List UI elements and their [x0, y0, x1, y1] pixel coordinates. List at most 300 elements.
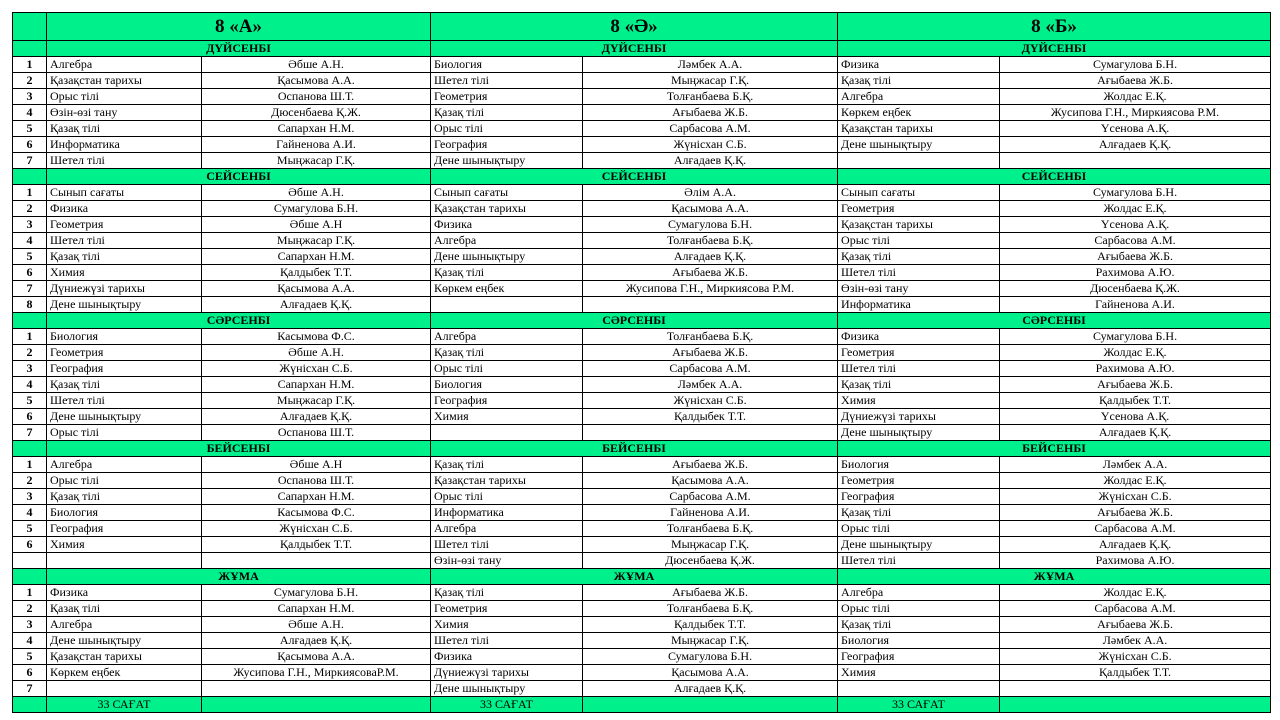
subject-cell: Физика — [47, 201, 202, 217]
lesson-number: 6 — [13, 137, 47, 153]
teacher-cell: Сапархан Н.М. — [202, 377, 431, 393]
teacher-cell: Әбше А.Н. — [202, 345, 431, 361]
subject-cell: Дүниежүзі тарихы — [431, 665, 583, 681]
teacher-cell: Сапархан Н.М. — [202, 121, 431, 137]
subject-cell: Дене шынықтыру — [838, 425, 1000, 441]
lesson-row — [13, 297, 1271, 313]
lesson-number: 3 — [13, 89, 47, 105]
subject-cell: Дүниежүзі тарихы — [838, 409, 1000, 425]
teacher-cell — [583, 297, 838, 313]
teacher-cell: Сарбасова А.М. — [583, 121, 838, 137]
subject-cell: Қазақ тілі — [431, 105, 583, 121]
day-header-corner — [13, 313, 47, 329]
teacher-cell: Ләмбек А.А. — [1000, 457, 1271, 473]
subject-cell: Биология — [431, 377, 583, 393]
subject-cell: Көркем еңбек — [838, 105, 1000, 121]
subject-cell: Алгебра — [431, 329, 583, 345]
teacher-cell: Ләмбек А.А. — [583, 377, 838, 393]
teacher-cell: Толғанбаева Б.Қ. — [583, 521, 838, 537]
teacher-cell: Алғадаев Қ.Қ. — [1000, 137, 1271, 153]
teacher-cell: Жолдас Е.Қ. — [1000, 89, 1271, 105]
teacher-cell: Мыңжасар Г.Қ. — [202, 393, 431, 409]
subject-cell: Информатика — [838, 297, 1000, 313]
subject-cell: Информатика — [47, 137, 202, 153]
total-blank — [202, 697, 431, 713]
subject-cell: Геометрия — [838, 345, 1000, 361]
day-header-corner — [13, 169, 47, 185]
lesson-number: 8 — [13, 297, 47, 313]
teacher-cell: Алғадаев Қ.Қ. — [583, 249, 838, 265]
teacher-cell: Рахимова А.Ю. — [1000, 265, 1271, 281]
teacher-cell: Сумагулова Б.Н. — [583, 649, 838, 665]
subject-cell: Шетел тілі — [431, 73, 583, 89]
subject-cell: Қазақстан тарихы — [838, 121, 1000, 137]
lesson-number: 1 — [13, 185, 47, 201]
lesson-number: 7 — [13, 281, 47, 297]
subject-cell: Қазақстан тарихы — [47, 649, 202, 665]
subject-cell: Химия — [838, 393, 1000, 409]
lesson-number: 1 — [13, 457, 47, 473]
subject-cell: Қазақ тілі — [431, 345, 583, 361]
teacher-cell: Сумагулова Б.Н. — [202, 585, 431, 601]
subject-cell: Қазақ тілі — [838, 249, 1000, 265]
teacher-cell: Қалдыбек Т.Т. — [583, 409, 838, 425]
lesson-row — [13, 345, 1271, 361]
teacher-cell: Қасымова А.А. — [202, 649, 431, 665]
teacher-cell: Сарбасова А.М. — [1000, 521, 1271, 537]
lesson-number: 4 — [13, 105, 47, 121]
subject-cell: Алгебра — [431, 521, 583, 537]
teacher-cell: Сумагулова Б.Н. — [202, 201, 431, 217]
subject-cell: География — [47, 361, 202, 377]
teacher-cell: Мыңжасар Г.Қ. — [583, 633, 838, 649]
teacher-cell: Сапархан Н.М. — [202, 601, 431, 617]
teacher-cell: Дюсенбаева Қ.Ж. — [202, 105, 431, 121]
teacher-cell: Қалдыбек Т.Т. — [202, 265, 431, 281]
subject-cell: Физика — [47, 585, 202, 601]
subject-cell: Алгебра — [47, 617, 202, 633]
teacher-cell: Жүнісхан С.Б. — [583, 393, 838, 409]
lesson-number: 3 — [13, 617, 47, 633]
teacher-cell: Сумагулова Б.Н. — [1000, 329, 1271, 345]
subject-cell: География — [431, 137, 583, 153]
lesson-row — [13, 425, 1271, 441]
teacher-cell — [583, 425, 838, 441]
lesson-row — [13, 521, 1271, 537]
teacher-cell: Қасымова А.А. — [583, 201, 838, 217]
lesson-row — [13, 681, 1271, 697]
lesson-row — [13, 217, 1271, 233]
lesson-number: 5 — [13, 249, 47, 265]
lesson-row — [13, 473, 1271, 489]
lesson-number: 7 — [13, 153, 47, 169]
subject-cell: Қазақ тілі — [431, 457, 583, 473]
total-hours: 33 САҒАТ — [47, 697, 202, 713]
subject-cell: Геометрия — [838, 201, 1000, 217]
subject-cell: Қазақ тілі — [838, 73, 1000, 89]
subject-cell: Геометрия — [47, 345, 202, 361]
teacher-cell: Сарбасова А.М. — [1000, 233, 1271, 249]
class-header-row — [13, 13, 1271, 41]
subject-cell: Өзін-өзі тану — [47, 105, 202, 121]
lesson-number: 7 — [13, 425, 47, 441]
subject-cell: Геометрия — [431, 89, 583, 105]
lesson-number: 4 — [13, 377, 47, 393]
subject-cell: География — [838, 649, 1000, 665]
teacher-cell: Жолдас Е.Қ. — [1000, 473, 1271, 489]
teacher-cell: Оспанова Ш.Т. — [202, 89, 431, 105]
subject-cell: Шетел тілі — [47, 233, 202, 249]
subject-cell: Химия — [431, 617, 583, 633]
teacher-cell: Қасымова А.А. — [583, 473, 838, 489]
teacher-cell: Қалдыбек Т.Т. — [1000, 665, 1271, 681]
lesson-row — [13, 249, 1271, 265]
subject-cell: Қазақ тілі — [431, 265, 583, 281]
teacher-cell: Касымова Ф.С. — [202, 329, 431, 345]
teacher-cell: Ләмбек А.А. — [583, 57, 838, 73]
teacher-cell: Мыңжасар Г.Қ. — [202, 153, 431, 169]
day-header-corner — [13, 569, 47, 585]
teacher-cell: Рахимова А.Ю. — [1000, 361, 1271, 377]
subject-cell: Орыс тілі — [431, 361, 583, 377]
lesson-row — [13, 393, 1271, 409]
subject-cell: Қазақ тілі — [47, 489, 202, 505]
class-title: 8 «Б» — [838, 13, 1271, 41]
lesson-row — [13, 121, 1271, 137]
subject-cell: Орыс тілі — [838, 233, 1000, 249]
total-corner — [13, 697, 47, 713]
lesson-row — [13, 281, 1271, 297]
lesson-row — [13, 89, 1271, 105]
teacher-cell: Толғанбаева Б.Қ. — [583, 233, 838, 249]
day-header-row — [13, 441, 1271, 457]
subject-cell: Геометрия — [431, 601, 583, 617]
teacher-cell: Үсенова А.Қ. — [1000, 121, 1271, 137]
day-name: ЖҰМА — [838, 569, 1271, 585]
teacher-cell: Жолдас Е.Қ. — [1000, 585, 1271, 601]
day-header-row — [13, 41, 1271, 57]
teacher-cell: Әбше А.Н — [202, 457, 431, 473]
teacher-cell: Қасымова А.А. — [583, 665, 838, 681]
day-name: СЕЙСЕНБІ — [47, 169, 431, 185]
day-name: СӘРСЕНБІ — [47, 313, 431, 329]
teacher-cell: Ағыбаева Ж.Б. — [583, 585, 838, 601]
subject-cell: Дене шынықтыру — [838, 137, 1000, 153]
lesson-number: 5 — [13, 393, 47, 409]
class-title: 8 «А» — [47, 13, 431, 41]
teacher-cell: Рахимова А.Ю. — [1000, 553, 1271, 569]
total-hours: 33 САҒАТ — [838, 697, 1000, 713]
subject-cell: Химия — [838, 665, 1000, 681]
lesson-row — [13, 601, 1271, 617]
teacher-cell: Жолдас Е.Қ. — [1000, 201, 1271, 217]
teacher-cell: Ағыбаева Ж.Б. — [583, 105, 838, 121]
subject-cell: Биология — [431, 57, 583, 73]
lesson-row — [13, 585, 1271, 601]
subject-cell: Сынып сағаты — [838, 185, 1000, 201]
lesson-row — [13, 409, 1271, 425]
lesson-number: 6 — [13, 665, 47, 681]
class-title: 8 «Ә» — [431, 13, 838, 41]
subject-cell: Орыс тілі — [838, 601, 1000, 617]
subject-cell: Орыс тілі — [47, 425, 202, 441]
subject-cell: Көркем еңбек — [431, 281, 583, 297]
schedule-sheet — [12, 12, 1270, 713]
teacher-cell: Гайненова А.И. — [583, 505, 838, 521]
subject-cell: Қазақ тілі — [431, 585, 583, 601]
subject-cell: Қазақ тілі — [47, 601, 202, 617]
subject-cell: Қазақ тілі — [47, 249, 202, 265]
teacher-cell: Мыңжасар Г.Қ. — [583, 73, 838, 89]
teacher-cell: Гайненова А.И. — [202, 137, 431, 153]
day-header-row — [13, 313, 1271, 329]
day-name: БЕЙСЕНБІ — [431, 441, 838, 457]
subject-cell: География — [431, 393, 583, 409]
teacher-cell: Толғанбаева Б.Қ. — [583, 601, 838, 617]
teacher-cell: Толғанбаева Б.Қ. — [583, 329, 838, 345]
lesson-row — [13, 185, 1271, 201]
subject-cell: Шетел тілі — [838, 553, 1000, 569]
teacher-cell: Әбше А.Н. — [202, 185, 431, 201]
teacher-cell: Алғадаев Қ.Қ. — [1000, 537, 1271, 553]
teacher-cell: Ағыбаева Ж.Б. — [1000, 617, 1271, 633]
teacher-cell: Сарбасова А.М. — [583, 361, 838, 377]
lesson-row — [13, 265, 1271, 281]
day-name: БЕЙСЕНБІ — [838, 441, 1271, 457]
subject-cell: Дене шынықтыру — [431, 153, 583, 169]
day-name: ЖҰМА — [431, 569, 838, 585]
lesson-number: 2 — [13, 73, 47, 89]
teacher-cell: Жүнісхан С.Б. — [202, 361, 431, 377]
subject-cell: Химия — [47, 265, 202, 281]
teacher-cell: Алғадаев Қ.Қ. — [202, 297, 431, 313]
lesson-number — [13, 553, 47, 569]
lesson-number: 6 — [13, 409, 47, 425]
lesson-row — [13, 73, 1271, 89]
teacher-cell: Сумагулова Б.Н. — [583, 217, 838, 233]
teacher-cell: Алғадаев Қ.Қ. — [583, 153, 838, 169]
day-name: СӘРСЕНБІ — [838, 313, 1271, 329]
subject-cell: Қазақ тілі — [47, 377, 202, 393]
lesson-row — [13, 665, 1271, 681]
subject-cell: География — [838, 489, 1000, 505]
lesson-number: 2 — [13, 473, 47, 489]
day-name: ЖҰМА — [47, 569, 431, 585]
subject-cell: Биология — [47, 505, 202, 521]
teacher-cell: Ләмбек А.А. — [1000, 633, 1271, 649]
teacher-cell: Қасымова А.А. — [202, 281, 431, 297]
subject-cell: Биология — [838, 633, 1000, 649]
teacher-cell: Әлім А.А. — [583, 185, 838, 201]
subject-cell — [431, 425, 583, 441]
teacher-cell: Жусипова Г.Н., Миркиясова Р.М. — [1000, 105, 1271, 121]
subject-cell: Химия — [431, 409, 583, 425]
teacher-cell: Ағыбаева Ж.Б. — [583, 457, 838, 473]
subject-cell: География — [47, 521, 202, 537]
teacher-cell: Қасымова А.А. — [202, 73, 431, 89]
subject-cell: Сынып сағаты — [431, 185, 583, 201]
teacher-cell: Сумагулова Б.Н. — [1000, 57, 1271, 73]
lesson-row — [13, 233, 1271, 249]
lesson-row — [13, 201, 1271, 217]
teacher-cell: Ағыбаева Ж.Б. — [583, 265, 838, 281]
subject-cell: Алгебра — [431, 233, 583, 249]
teacher-cell: Қалдыбек Т.Т. — [1000, 393, 1271, 409]
teacher-cell: Алғадаев Қ.Қ. — [583, 681, 838, 697]
lesson-number: 5 — [13, 521, 47, 537]
total-blank — [1000, 697, 1271, 713]
subject-cell: Қазақ тілі — [47, 121, 202, 137]
lesson-row — [13, 537, 1271, 553]
lesson-row — [13, 137, 1271, 153]
teacher-cell: Ағыбаева Ж.Б. — [1000, 249, 1271, 265]
teacher-cell: Сапархан Н.М. — [202, 249, 431, 265]
subject-cell: Физика — [838, 57, 1000, 73]
teacher-cell: Сапархан Н.М. — [202, 489, 431, 505]
teacher-cell: Касымова Ф.С. — [202, 505, 431, 521]
subject-cell: Орыс тілі — [47, 89, 202, 105]
total-blank — [583, 697, 838, 713]
subject-cell: Информатика — [431, 505, 583, 521]
teacher-cell: Жолдас Е.Қ. — [1000, 345, 1271, 361]
lesson-number: 5 — [13, 649, 47, 665]
teacher-cell — [202, 681, 431, 697]
lesson-row — [13, 329, 1271, 345]
lesson-number: 4 — [13, 505, 47, 521]
subject-cell: Өзін-өзі тану — [838, 281, 1000, 297]
day-name: ДҮЙСЕНБІ — [838, 41, 1271, 57]
day-header-corner — [13, 41, 47, 57]
subject-cell: Физика — [431, 649, 583, 665]
subject-cell: Көркем еңбек — [47, 665, 202, 681]
subject-cell: Орыс тілі — [431, 489, 583, 505]
lesson-number: 3 — [13, 217, 47, 233]
day-header-row — [13, 169, 1271, 185]
teacher-cell: Алғадаев Қ.Қ. — [202, 409, 431, 425]
subject-cell: Қазақ тілі — [838, 617, 1000, 633]
lesson-number: 1 — [13, 329, 47, 345]
lesson-row — [13, 553, 1271, 569]
subject-cell: Биология — [47, 329, 202, 345]
day-header-corner — [13, 441, 47, 457]
teacher-cell: Ағыбаева Ж.Б. — [583, 345, 838, 361]
subject-cell: Орыс тілі — [431, 121, 583, 137]
lesson-number: 4 — [13, 633, 47, 649]
day-name: БЕЙСЕНБІ — [47, 441, 431, 457]
lesson-row — [13, 377, 1271, 393]
lesson-row — [13, 361, 1271, 377]
lesson-row — [13, 57, 1271, 73]
lesson-row — [13, 153, 1271, 169]
teacher-cell: Алғадаев Қ.Қ. — [202, 633, 431, 649]
teacher-cell: Мыңжасар Г.Қ. — [583, 537, 838, 553]
teacher-cell: Дюсенбаева Қ.Ж. — [583, 553, 838, 569]
lesson-row — [13, 489, 1271, 505]
teacher-cell: Сумагулова Б.Н. — [1000, 185, 1271, 201]
day-name: СЕЙСЕНБІ — [431, 169, 838, 185]
day-name: ДҮЙСЕНБІ — [431, 41, 838, 57]
subject-cell: Шетел тілі — [47, 393, 202, 409]
lesson-row — [13, 633, 1271, 649]
subject-cell: Алгебра — [47, 457, 202, 473]
subject-cell: Сынып сағаты — [47, 185, 202, 201]
subject-cell — [47, 681, 202, 697]
teacher-cell: Толғанбаева Б.Қ. — [583, 89, 838, 105]
lesson-row — [13, 617, 1271, 633]
subject-cell: Химия — [47, 537, 202, 553]
subject-cell: Шетел тілі — [47, 153, 202, 169]
subject-cell: Физика — [431, 217, 583, 233]
day-header-row — [13, 569, 1271, 585]
teacher-cell: Оспанова Ш.Т. — [202, 473, 431, 489]
subject-cell: Қазақстан тарихы — [431, 473, 583, 489]
lesson-number: 2 — [13, 201, 47, 217]
subject-cell: Шетел тілі — [431, 537, 583, 553]
subject-cell — [47, 553, 202, 569]
subject-cell: Өзін-өзі тану — [431, 553, 583, 569]
subject-cell: Дүниежүзі тарихы — [47, 281, 202, 297]
subject-cell: Дене шынықтыру — [431, 249, 583, 265]
teacher-cell — [202, 553, 431, 569]
teacher-cell: Жусипова Г.Н., Миркиясова Р.М. — [583, 281, 838, 297]
total-hours-row — [13, 697, 1271, 713]
teacher-cell: Ағыбаева Ж.Б. — [1000, 377, 1271, 393]
timetable-body — [13, 13, 1271, 713]
teacher-cell — [1000, 153, 1271, 169]
teacher-cell: Үсенова А.Қ. — [1000, 409, 1271, 425]
teacher-cell: Дюсенбаева Қ.Ж. — [1000, 281, 1271, 297]
subject-cell: Қазақстан тарихы — [838, 217, 1000, 233]
teacher-cell: Ағыбаева Ж.Б. — [1000, 73, 1271, 89]
teacher-cell: Әбше А.Н. — [202, 617, 431, 633]
teacher-cell: Гайненова А.И. — [1000, 297, 1271, 313]
subject-cell: Шетел тілі — [838, 265, 1000, 281]
lesson-number: 4 — [13, 233, 47, 249]
subject-cell: Орыс тілі — [838, 521, 1000, 537]
teacher-cell: Үсенова А.Қ. — [1000, 217, 1271, 233]
teacher-cell: Сарбасова А.М. — [1000, 601, 1271, 617]
teacher-cell: Жүнісхан С.Б. — [1000, 489, 1271, 505]
teacher-cell: Мыңжасар Г.Қ. — [202, 233, 431, 249]
teacher-cell: Жүнісхан С.Б. — [202, 521, 431, 537]
lesson-number: 7 — [13, 681, 47, 697]
teacher-cell: Сарбасова А.М. — [583, 489, 838, 505]
subject-cell: Алгебра — [838, 89, 1000, 105]
lesson-row — [13, 649, 1271, 665]
subject-cell: Дене шынықтыру — [431, 681, 583, 697]
day-name: ДҮЙСЕНБІ — [47, 41, 431, 57]
teacher-cell: Қалдыбек Т.Т. — [202, 537, 431, 553]
lesson-row — [13, 457, 1271, 473]
lesson-number: 3 — [13, 361, 47, 377]
day-name: СӘРСЕНБІ — [431, 313, 838, 329]
subject-cell — [838, 681, 1000, 697]
lesson-row — [13, 105, 1271, 121]
timetable — [12, 12, 1271, 713]
subject-cell: Геометрия — [838, 473, 1000, 489]
total-hours: 33 САҒАТ — [431, 697, 583, 713]
subject-cell: Шетел тілі — [431, 633, 583, 649]
subject-cell — [838, 153, 1000, 169]
lesson-number: 5 — [13, 121, 47, 137]
day-name: СЕЙСЕНБІ — [838, 169, 1271, 185]
subject-cell: Физика — [838, 329, 1000, 345]
teacher-cell: Әбше А.Н. — [202, 57, 431, 73]
subject-cell: Дене шынықтыру — [47, 409, 202, 425]
subject-cell: Алгебра — [838, 585, 1000, 601]
teacher-cell: Алғадаев Қ.Қ. — [1000, 425, 1271, 441]
subject-cell: Қазақ тілі — [838, 505, 1000, 521]
